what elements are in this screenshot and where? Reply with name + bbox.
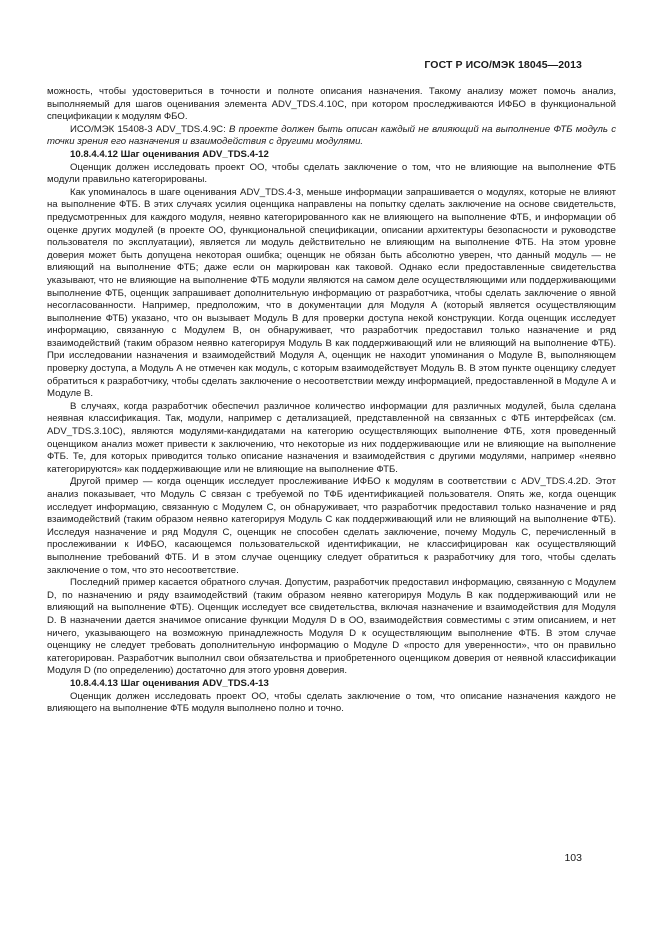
paragraph: В случаях, когда разработчик обеспечил различное количество информации для различных модулей, была сделана неявная классификация. Так, модули, например с детализацией, представленной на связанных с ФТБ интерфейсах (см. ADV_TDS.3.10C), являются модулями-кандидатами на категорию осуществляющих выполнение ФТБ, хотя проведенный оценщиком анализ может привести к заключению, что некоторые из них поддерживающие или не влияющие на выполнение ФТБ. Те, для которых приводится только описание назначения и взаимодействия с другими модулями, например «неявно категорируются» как поддерживающие или не влияющие на выполнение ФТБ. <box>47 400 616 475</box>
paragraph: Последний пример касается обратного случая. Допустим, разработчик предоставил информацию, связанную с Модулем D, по назначению и ряду взаимодействий (таким образом неявно категорируя Модуль В как поддерживающий или не влияющий на выполнение ФТБ). Оценщик исследует все свидетельства, включая назначение и взаимодействия для Модуля D. В назначении дается значимое описание функции Модуля D в ОО, взаимодействия совместимы с этим описанием, и нет ничего, указывающего на возможную принадлежность Модуля D к осуществляющим выполнение ФТБ. В этом случае оценщику не следует требовать дополнительную информацию о Модуле D «просто для уверенности», что он правильно категорирован. Разработчик выполнил свои обязательства и приобретенного оценщиком доверия от неявной классификации Модуля D (по определению) достаточно для этого уровня доверия. <box>47 577 616 677</box>
document-header: ГОСТ Р ИСО/МЭК 18045—2013 <box>424 59 582 71</box>
paragraph: Оценщик должен исследовать проект ОО, чтобы сделать заключение о том, что не влияющие на выполнение ФТБ модули правильно категорированы. <box>47 161 616 186</box>
paragraph: Как упоминалось в шаге оценивания ADV_TDS.4-3, меньше информации запрашивается о модулях, которые не влияют на выполнение ФТБ. В этих случаях усилия оценщика направлены на попытку сделать заключение на основе свидетельств, предусмотренных для каждого модуля, неявно категорированного как не влияющего на выполнение ФТБ, и информации об оценке других модулей (в проекте ОО, функциональной спецификации, описании архитектуры безопасности и руководстве пользователя по эксплуатации), является ли модуль действительно не влияющим на выполнение ФТБ. На этом уровне доверия может быть допущена некоторая ошибка; оценщик не обязан быть абсолютно уверен, что данный модуль — не влияющий на выполнение ФТБ; даже если он маркирован как таковой. Однако если предоставленные свидетельства указывают, что не влияющие на выполнение ФТБ модули являются на самом деле осуществляющими или поддерживающими выполнение ФТБ, оценщик запрашивает дополнительную информацию от разработчика, чтобы сделать заключение о явной несогласованности. Например, предположим, что в документации для Модуля А (который является осуществляющим выполнение ФТБ) указано, что он вызывает Модуль В для проверки доступа некой конструкции. Когда оценщик исследует информацию, связанную с Модулем В, он обнаруживает, что разработчик предоставил только назначение и ряд взаимодействий (таким образом неявно категорируя Модуль В как поддерживающий или не влияющий на выполнение ФТБ). При исследовании назначения и взаимодействий Модуля А, оценщик не находит упоминания о Модуле В, выполняющем проверку доступа, а Модуль А не отмечен как модуль, с которым взаимодействует Модуль В. В этом пункте оценщику следует обратиться к разработчику, чтобы сделать заключение о несоответствии между информацией, предоставленной в Модуле А и Модуле В. <box>47 186 616 400</box>
page-body <box>47 86 616 716</box>
paragraph: Другой пример — когда оценщик исследует прослеживание ИФБО к модулям в соответствии с ADV_TDS.4.2D. Этот анализ показывает, что Модуль С связан с требуемой по ТФБ идентификацией пользователя. Опять же, когда оценщик исследует информацию, связанную с Модулем С, он обнаруживает, что разработчик предоставил только назначение и ряд взаимодействий (таким образом неявно категорируя Модуль С как поддерживающий или не влияющий на выполнение ФТБ). Исследуя назначение и ряд Модуля С, оценщик не способен сделать заключение, почему Модуль С, перечисленный в прослеживании к ИФБО, касающемся пользовательской идентификации, не классифицирован как осуществляющий выполнение требований ФТБ. И в этом случае оценщику следует обратиться к разработчику для того, чтобы сделать заключение о том, что это несоответствие. <box>47 476 616 576</box>
section-heading: 10.8.4.4.12 Шаг оценивания ADV_TDS.4-12 <box>70 148 269 160</box>
standard-reference: ИСО/МЭК 15408-3 ADV_TDS.4.9C: <box>70 123 230 135</box>
standard-reference-paragraph <box>47 124 616 149</box>
page-number: 103 <box>564 852 582 864</box>
requirement-text: В проекте должен быть описан каждый не влияющий на выполнение ФТБ модуль с точки зрения его назначения и взаимодействия с другими модулями. <box>47 123 616 148</box>
section-heading: 10.8.4.4.13 Шаг оценивания ADV_TDS.4-13 <box>70 677 269 689</box>
paragraph: можность, чтобы удостовериться в точности и полноте описания назначения. Такому анализу может помочь анализ, выполняемый для шагов оценивания элемента ADV_TDS.4.10C, при котором проследживаются ИФБО в функциональной спецификации к модулям ФБО. <box>47 86 616 123</box>
paragraph: Оценщик должен исследовать проект ОО, чтобы сделать заключение о том, что описание назначения каждого не влияющего на выполнение ФТБ модуля выполнено полно и точно. <box>47 690 616 715</box>
